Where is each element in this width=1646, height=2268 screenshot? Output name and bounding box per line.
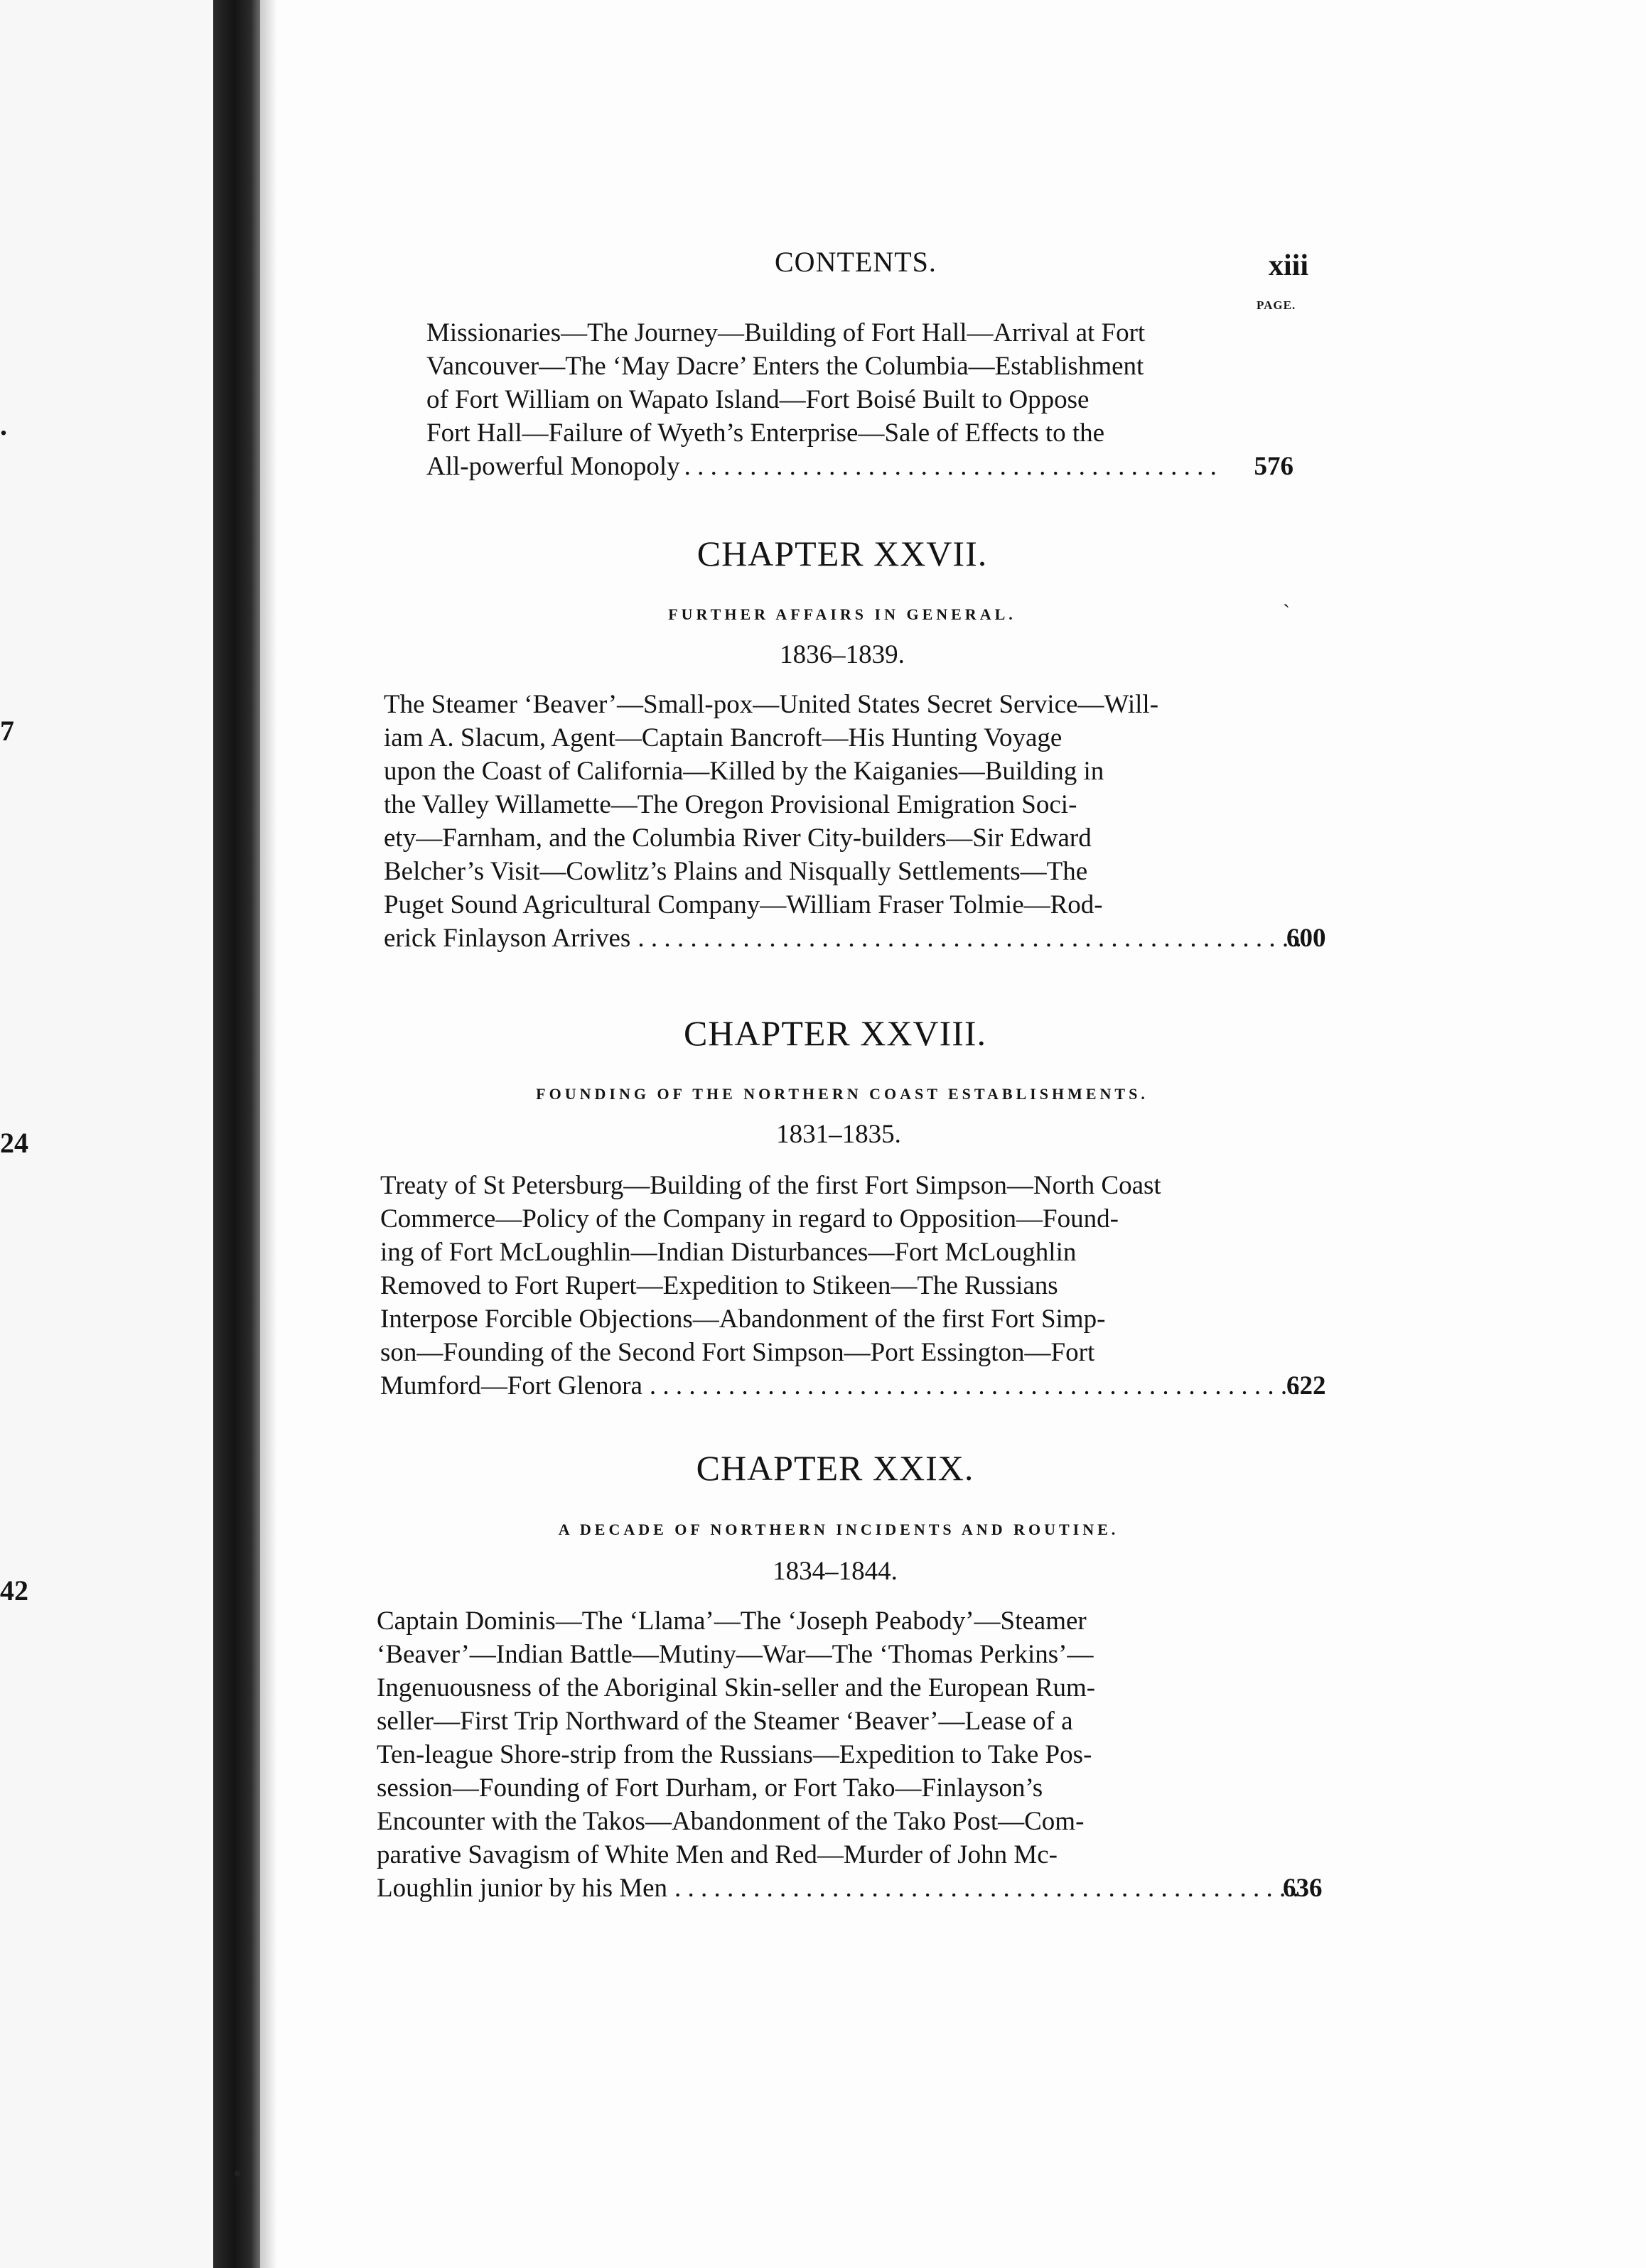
entry-line: ing of Fort McLoughlin—Indian Disturbances—Fort McLoughlin — [380, 1238, 1077, 1267]
entry-line: Puget Sound Agricultural Company—William Fraser Tolmie—Rod- — [384, 890, 1103, 919]
stray-mark: ` — [1283, 600, 1290, 624]
page-number: 576 — [1254, 452, 1293, 481]
chapter-title: FURTHER AFFAIRS IN GENERAL. — [668, 605, 1016, 623]
dot-leader — [635, 922, 1303, 955]
entry-line: Treaty of St Petersburg—Building of the first Fort Simpson—North Coast — [380, 1171, 1161, 1200]
chapter-heading: CHAPTER XXIX. — [696, 1448, 974, 1488]
dot-leader — [647, 1369, 1303, 1403]
entry-line: seller—First Trip Northward of the Steamer ‘Beaver’—Lease of a — [377, 1707, 1073, 1736]
entry-line: Commerce—Policy of the Company in regard to Opposition—Found- — [380, 1204, 1119, 1233]
chapter-title: A DECADE OF NORTHERN INCIDENTS AND ROUTINE. — [558, 1521, 1119, 1538]
entry-line: upon the Coast of California—Killed by the Kaiganies—Building in — [384, 757, 1104, 786]
entry-line: Vancouver—The ‘May Dacre’ Enters the Columbia—Establishment — [426, 352, 1144, 381]
toc-entry-continued — [426, 316, 1293, 483]
margin-fragment: 24 — [0, 1127, 28, 1159]
entry-last-line: Loughlin junior by his Men . . . 636 — [426, 1872, 1304, 1905]
entry-line: session—Founding of Fort Durham, or Fort Tako—Finlayson’s — [377, 1773, 1043, 1803]
dot-leader — [672, 1872, 1300, 1905]
entry-line: All-powerful Monopoly — [426, 452, 680, 481]
entry-line: Captain Dominis—The ‘Llama’—The ‘Joseph Peabody’—Steamer — [377, 1606, 1087, 1636]
entry-line: erick Finlayson Arrives — [384, 924, 631, 953]
chapter-title: FOUNDING OF THE NORTHERN COAST ESTABLISHMENTS. — [536, 1085, 1149, 1103]
entry-line: parative Savagism of White Men and Red—Murder of John Mc- — [377, 1840, 1058, 1869]
entry-last-line: erick Finlayson Arrives . . . 600 — [434, 922, 1308, 955]
chapter-heading: CHAPTER XXVII. — [696, 534, 988, 573]
entry-line: son—Founding of the Second Fort Simpson—Port Essington—Fort — [380, 1338, 1095, 1367]
entry-last-line — [426, 450, 1293, 483]
toc-entry — [384, 688, 1326, 955]
running-head: CONTENTS. — [775, 246, 937, 278]
margin-fragment: 42 — [0, 1575, 28, 1606]
chapter-heading: CHAPTER XXVIII. — [683, 1013, 987, 1053]
margin-fragment: . — [0, 409, 7, 441]
toc-entry — [380, 1169, 1326, 1403]
entry-line: Removed to Fort Rupert—Expedition to Stikeen—The Russians — [380, 1271, 1058, 1300]
entry-line: ety—Farnham, and the Columbia River City-builders—Sir Edward — [384, 824, 1092, 853]
entry-last-line: Mumford—Fort Glenora . . . 622 — [430, 1369, 1308, 1403]
entry-line: Interpose Forcible Objections—Abandonment of the first Fort Simp- — [380, 1305, 1106, 1334]
entry-line: Encounter with the Takos—Abandonment of the Tako Post—Com- — [377, 1807, 1085, 1836]
entry-line: Missionaries—The Journey—Building of Fort Hall—Arrival at Fort — [426, 318, 1146, 347]
folio: xiii — [1269, 249, 1309, 282]
toc-entry — [377, 1604, 1323, 1905]
margin-fragment: 7 — [0, 715, 14, 747]
chapter-dates: 1836–1839. — [780, 640, 905, 669]
entry-line: of Fort William on Wapato Island—Fort Boisé Built to Oppose — [426, 385, 1090, 414]
entry-line: ‘Beaver’—Indian Battle—Mutiny—War—The ‘Thomas Perkins’— — [377, 1640, 1094, 1669]
chapter-dates: 1834–1844. — [773, 1557, 898, 1586]
entry-line: The Steamer ‘Beaver’—Small-pox—United States Secret Service—Will- — [384, 690, 1159, 719]
entry-line: Ten-league Shore-strip from the Russians—Expedition to Take Pos- — [377, 1740, 1092, 1769]
entry-line: iam A. Slacum, Agent—Captain Bancroft—His Hunting Voyage — [384, 723, 1063, 752]
dot-leader — [684, 450, 1222, 483]
page-column-label: PAGE. — [1257, 298, 1296, 312]
entry-line: Belcher’s Visit—Cowlitz’s Plains and Nisqually Settlements—The — [384, 857, 1088, 886]
entry-line: Mumford—Fort Glenora — [380, 1371, 642, 1400]
entry-line: Fort Hall—Failure of Wyeth’s Enterprise—Sale of Effects to the — [426, 418, 1105, 448]
entry-line: Ingenuousness of the Aboriginal Skin-seller and the European Rum- — [377, 1673, 1096, 1702]
print-speck — [235, 2171, 240, 2176]
entry-line: Loughlin junior by his Men — [377, 1874, 668, 1903]
entry-line: the Valley Willamette—The Oregon Provisional Emigration Soci- — [384, 790, 1077, 819]
chapter-dates: 1831–1835. — [776, 1120, 901, 1149]
